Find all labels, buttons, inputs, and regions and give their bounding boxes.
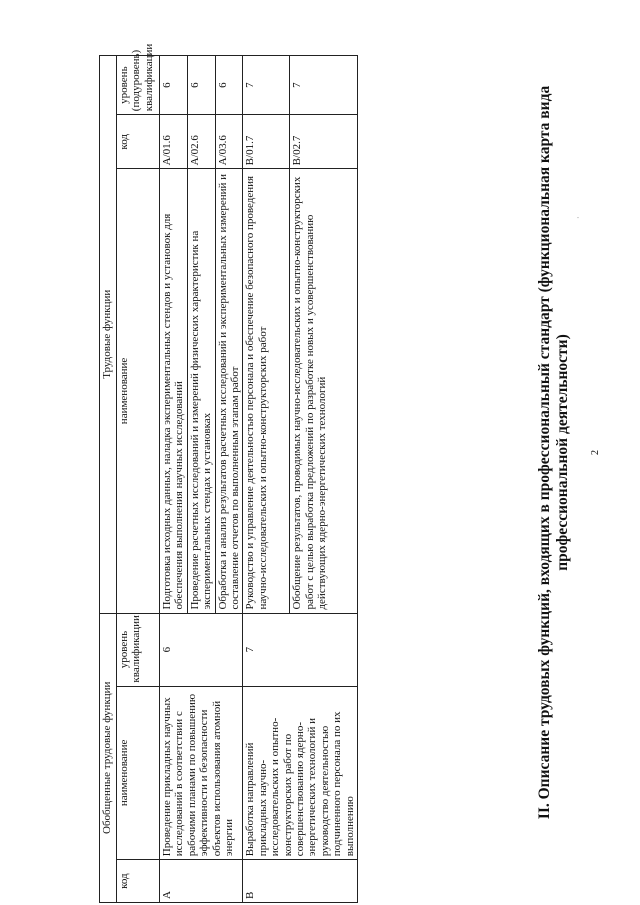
function-code-cell: B/01.7 <box>243 115 290 169</box>
function-level-cell: 6 <box>215 56 243 115</box>
table-column-header-row <box>117 56 160 903</box>
functional-map-table <box>99 43 358 903</box>
section-title <box>536 70 572 835</box>
function-level-cell: 6 <box>187 56 215 115</box>
table-row <box>160 56 188 903</box>
function-name-cell: Обработка и анализ результатов расчетных исследований и экспериментальных измерений и составление отчетов по выполненным этапам работ <box>215 169 243 613</box>
generalized-level-cell: 7 <box>243 613 358 686</box>
header-generalized-functions: Обобщенные трудовые функции <box>100 613 117 902</box>
table-row <box>243 56 290 903</box>
header-name: наименование <box>117 686 160 860</box>
section-title-line-1: II. Описание трудовых функций, входящих в профессиональный стандарт (функциональная карта вида <box>536 85 553 820</box>
page-number: 2 <box>590 450 601 455</box>
function-name-cell: Проведение расчетных исследований и измерений физических характеристик на экспериментальных стендах и установках <box>187 169 215 613</box>
header-function-code: код <box>117 115 160 169</box>
function-level-cell: 7 <box>243 56 290 115</box>
section-title-line-2: профессиональной деятельности) <box>554 334 571 571</box>
header-function-name: наименование <box>117 169 160 613</box>
function-name-cell: Обобщение результатов, проводимых научно-исследовательских и опытно-конструкторских работ с целью выработка предложений по разработке новых и усовершенствованию действующих ядерно-энергетических технологий <box>290 169 358 613</box>
function-code-cell: A/03.6 <box>215 115 243 169</box>
generalized-code-cell: B <box>243 860 358 903</box>
header-function-level: уровень (подуровень) квалификации <box>117 56 160 115</box>
generalized-name-cell: Проведение прикладных научных исследований в соответствии с рабочими планами по повышению эффективности и безопасности объектов использования атомной энергии <box>160 686 243 860</box>
function-name-cell: Подготовка исходных данных, наладка экспериментальных стендов и установок для обеспечения выполнения научных исследований <box>160 169 188 613</box>
function-code-cell: A/01.6 <box>160 115 188 169</box>
generalized-code-cell: A <box>160 860 243 903</box>
function-code-cell: A/02.6 <box>187 115 215 169</box>
generalized-level-cell: 6 <box>160 613 243 686</box>
function-level-cell: 7 <box>290 56 358 115</box>
scan-mark: · <box>574 216 583 219</box>
table-group-header-row <box>100 56 117 903</box>
generalized-name-cell: Выработка направлений прикладных научно-исследовательских и опытно-конструкторских работ по совершенствованию ядерно-энергетических технологий и руководство деятельностью подчиненного персонала по их выполнению <box>243 686 358 860</box>
function-level-cell: 6 <box>160 56 188 115</box>
function-code-cell: B/02.7 <box>290 115 358 169</box>
header-labor-functions: Трудовые функции <box>100 56 117 614</box>
header-level: уровень квалификации <box>117 613 160 686</box>
function-name-cell: Руководство и управление деятельностью персонала и обеспечение безопасного проведения научно-исследовательских и опытно-конструкторских работ <box>243 169 290 613</box>
header-code: код <box>117 860 160 903</box>
